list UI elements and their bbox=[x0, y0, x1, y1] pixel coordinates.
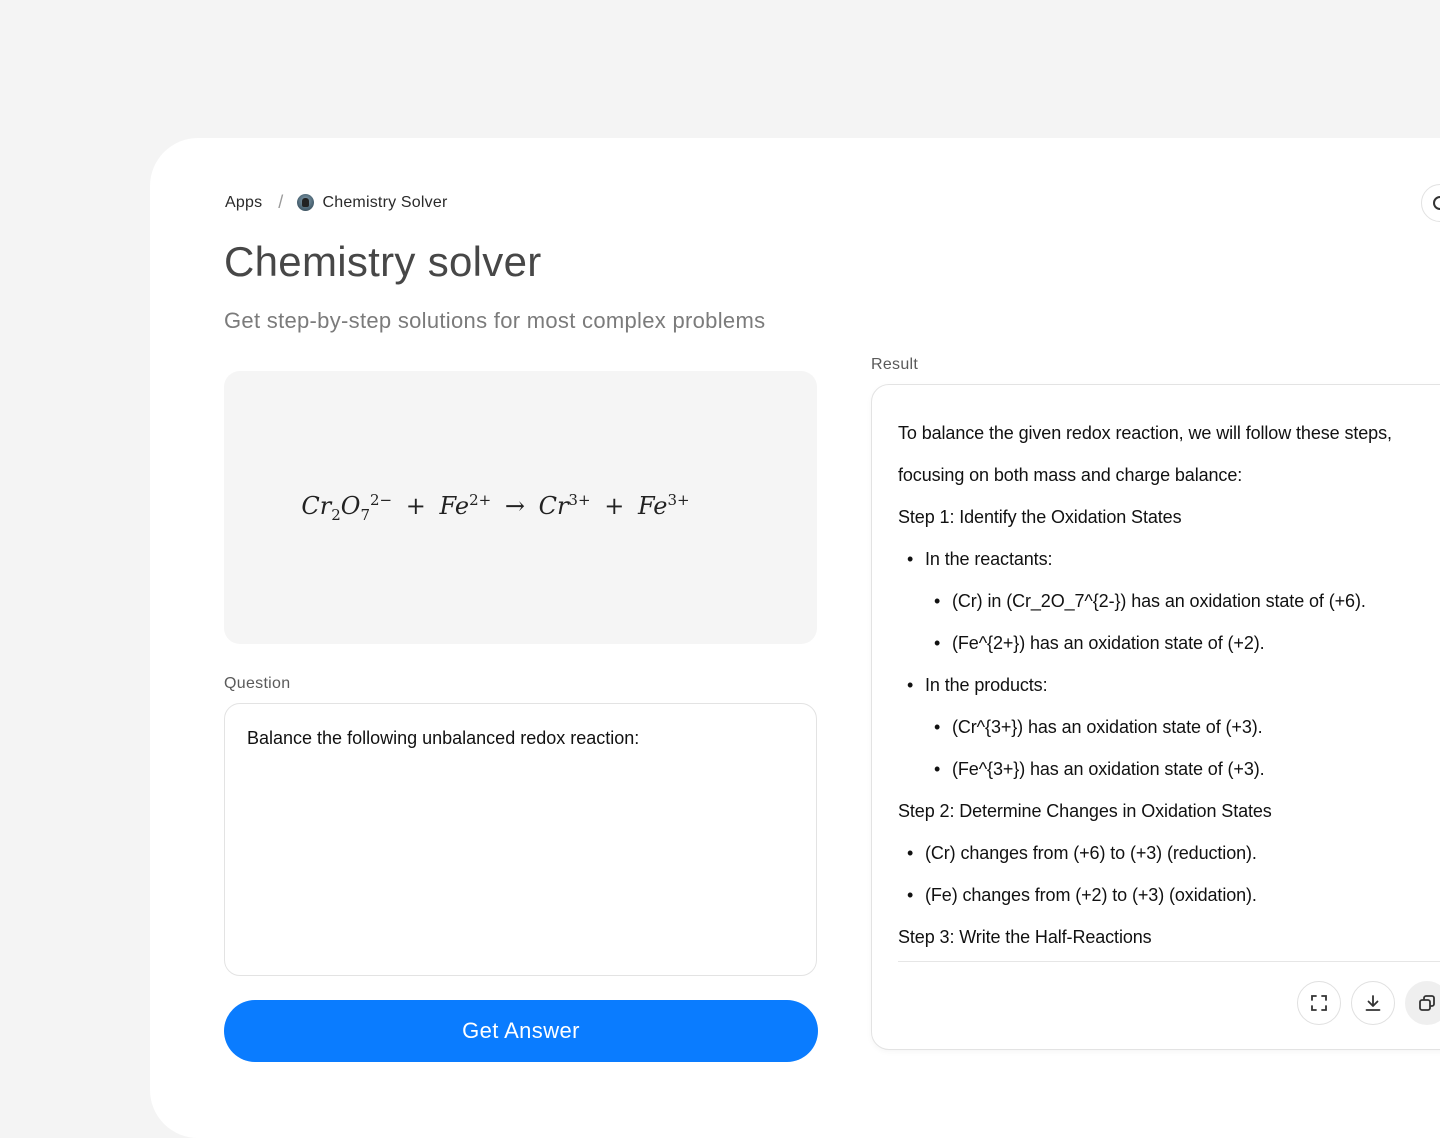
page-title: Chemistry solver bbox=[224, 238, 542, 285]
download-icon bbox=[1363, 993, 1383, 1013]
result-sub-bullet bbox=[898, 706, 1440, 748]
equation-preview bbox=[224, 371, 817, 644]
result-panel[interactable] bbox=[871, 384, 1440, 1050]
equation-render bbox=[301, 491, 689, 524]
bullet-text: (Fe) changes from (+2) to (+3) (oxidation). bbox=[925, 885, 1257, 905]
bullet-dot: • bbox=[934, 591, 941, 611]
eq-o-sub: 7 bbox=[360, 505, 370, 524]
bullet-dot: • bbox=[907, 675, 914, 695]
copy-button[interactable] bbox=[1405, 981, 1440, 1025]
expand-button[interactable] bbox=[1297, 981, 1341, 1025]
breadcrumb bbox=[225, 192, 448, 213]
result-step-heading: Step 2: Determine Changes in Oxidation States bbox=[898, 801, 1272, 821]
bullet-text: In the reactants: bbox=[925, 549, 1053, 569]
breadcrumb-current: Chemistry Solver bbox=[322, 193, 448, 211]
breadcrumb-apps-link[interactable]: Apps bbox=[225, 193, 263, 211]
eq-fe: Fe bbox=[439, 492, 470, 521]
eq-plus: + bbox=[405, 492, 426, 521]
eq-o-sup: 2− bbox=[370, 491, 393, 510]
bullet-text: In the products: bbox=[925, 675, 1048, 695]
eq-plus-2: + bbox=[604, 492, 625, 521]
eq-cr: Cr bbox=[301, 492, 332, 521]
result-line: To balance the given redox reaction, we will follow these steps, bbox=[898, 423, 1392, 443]
download-button[interactable] bbox=[1351, 981, 1395, 1025]
eq-cr-sub: 2 bbox=[331, 505, 341, 524]
eq-cr-product: Cr bbox=[538, 492, 569, 521]
bullet-dot: • bbox=[907, 549, 914, 569]
bullet-text: (Fe^{3+}) has an oxidation state of (+3). bbox=[952, 759, 1265, 779]
result-divider bbox=[898, 961, 1440, 962]
bullet-text: (Cr^{3+}) has an oxidation state of (+3). bbox=[952, 717, 1263, 737]
result-content bbox=[898, 412, 1440, 958]
get-answer-button[interactable]: Get Answer bbox=[224, 1000, 818, 1062]
bullet-text: (Cr) in (Cr_2O_7^{2-}) has an oxidation state of (+6). bbox=[952, 591, 1366, 611]
bullet-dot: • bbox=[907, 843, 914, 863]
result-sub-bullet bbox=[898, 622, 1440, 664]
result-bullet bbox=[898, 832, 1440, 874]
result-bullet bbox=[898, 538, 1440, 580]
result-bullet bbox=[898, 664, 1440, 706]
eq-cr-product-sup: 3+ bbox=[568, 491, 591, 510]
result-step-heading: Step 1: Identify the Oxidation States bbox=[898, 507, 1182, 527]
bullet-dot: • bbox=[934, 633, 941, 653]
result-sub-bullet bbox=[898, 748, 1440, 790]
eq-fe-product-sup: 3+ bbox=[667, 491, 690, 510]
eq-fe-sup: 2+ bbox=[469, 491, 492, 510]
result-sub-bullet bbox=[898, 580, 1440, 622]
help-icon bbox=[1433, 196, 1440, 210]
result-step-heading: Step 3: Write the Half-Reactions bbox=[898, 927, 1152, 947]
copy-icon bbox=[1417, 993, 1437, 1013]
result-line: focusing on both mass and charge balance: bbox=[898, 465, 1243, 485]
bullet-text: (Fe^{2+}) has an oxidation state of (+2). bbox=[952, 633, 1265, 653]
bullet-dot: • bbox=[934, 717, 941, 737]
bullet-dot: • bbox=[907, 885, 914, 905]
eq-o: O bbox=[340, 492, 361, 521]
eq-arrow: → bbox=[504, 492, 525, 521]
question-label: Question bbox=[224, 675, 291, 692]
result-bullet bbox=[898, 874, 1440, 916]
breadcrumb-separator: / bbox=[278, 192, 284, 212]
page-subtitle: Get step-by-step solutions for most complex problems bbox=[224, 308, 766, 333]
bullet-text: (Cr) changes from (+6) to (+3) (reduction). bbox=[925, 843, 1257, 863]
bullet-dot: • bbox=[934, 759, 941, 779]
app-avatar-icon bbox=[297, 194, 314, 211]
expand-icon bbox=[1309, 993, 1329, 1013]
question-input[interactable] bbox=[224, 703, 817, 976]
result-label: Result bbox=[871, 356, 919, 373]
eq-fe-product: Fe bbox=[637, 492, 668, 521]
